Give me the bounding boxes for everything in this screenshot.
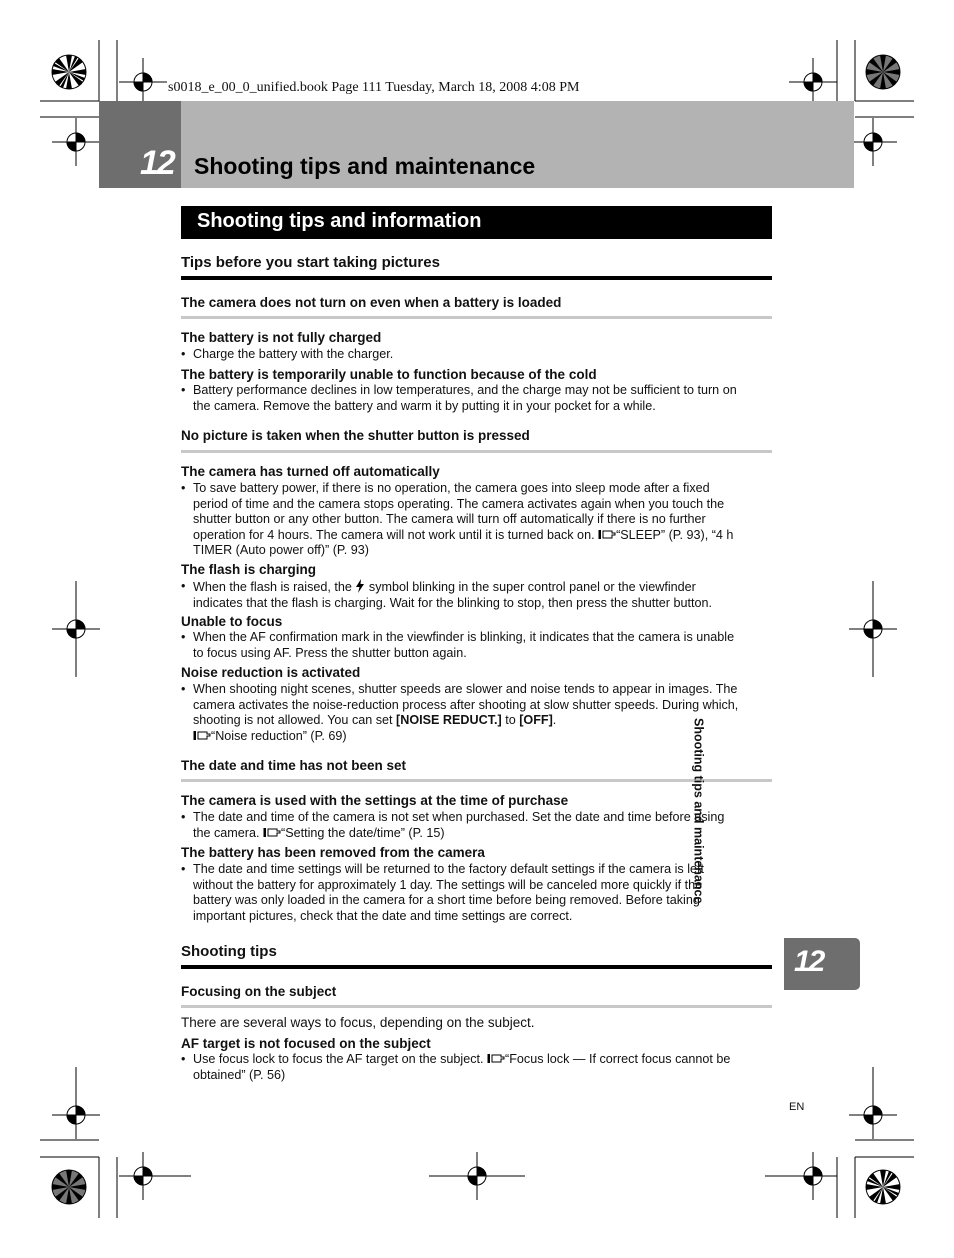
menu-setting: [NOISE REDUCT.] <box>396 713 502 728</box>
intro-text: There are several ways to focus, depending on the subject. <box>181 1015 535 1030</box>
cause-title: The battery has been removed from the camera <box>181 845 485 860</box>
bullet-line: “Noise reduction” (P. 69) <box>211 728 347 743</box>
bullet-line: indicates that the flash is charging. Wait for the blinking to stop, then press the shutter button. <box>193 595 712 610</box>
bullet-line: the camera. Remove the battery and warm it by putting it in your pocket for a while. <box>193 398 656 413</box>
cause-title: The flash is charging <box>181 562 317 577</box>
bullet-line: without the battery for approximately 1 day. The settings will be canceled more quickly if the <box>193 877 703 892</box>
bullet-line: operation for 4 hours. The camera will not work until it is turned back on. <box>193 527 595 542</box>
bullet-line: Battery performance declines in low temperatures, and the charge may not be sufficient to turn on <box>193 383 737 397</box>
bullet-item <box>181 630 771 661</box>
bullet-line: period of time and the camera stops operating. The camera activates again when you touch the <box>193 496 725 511</box>
bullet-line: shutter button or any other button. The camera will turn off automatically if there is no further <box>193 512 706 527</box>
bullet-line: To save battery power, if there is no operation, the camera goes into sleep mode after a fixed <box>193 481 710 495</box>
topic-rule <box>181 450 772 453</box>
bullet-mark: • <box>181 383 186 397</box>
bullet-line: “SLEEP” (P. 93), “4 h <box>616 527 734 542</box>
reference-icon <box>193 730 211 741</box>
bullet-mark: • <box>181 347 186 361</box>
bullet-text: Charge the battery with the charger. <box>193 347 394 361</box>
bullet-item <box>181 347 771 363</box>
menu-value: [OFF] <box>519 713 553 728</box>
cause-title: The battery is temporarily unable to function because of the cold <box>181 367 597 382</box>
topic-rule <box>181 779 772 782</box>
subsection-title: Tips before you start taking pictures <box>181 254 440 271</box>
bullet-line: to focus using AF. Press the shutter button again. <box>193 645 467 660</box>
reference-icon <box>263 827 281 838</box>
bullet-line: “Setting the date/time” (P. 15) <box>281 825 445 840</box>
bullet-mark: • <box>181 481 186 495</box>
topic-title: No picture is taken when the shutter button is pressed <box>181 428 530 443</box>
bullet-line: The date and time of the camera is not set when purchased. Set the date and time before using <box>193 810 725 824</box>
cause-title: The battery is not fully charged <box>181 330 382 345</box>
bullet-line: to <box>505 713 516 728</box>
bullet-line: the camera. <box>193 825 260 840</box>
bullet-item <box>181 579 771 611</box>
bullet-line: When the flash is raised, the <box>193 580 352 594</box>
bullet-item <box>181 810 771 841</box>
bullet-mark: • <box>181 579 186 593</box>
bullet-mark: • <box>181 1052 186 1066</box>
bullet-line: symbol blinking in the super control panel or the viewfinder <box>368 580 696 594</box>
bullet-line: camera activates the noise-reduction process after shooting at slow shutter speeds. During which, <box>193 697 739 712</box>
subsection-rule <box>181 276 772 280</box>
bullet-item <box>181 481 771 559</box>
subsection-rule <box>181 965 772 969</box>
side-label: Shooting tips and maintenance <box>691 718 706 904</box>
cause-title: The camera is used with the settings at the time of purchase <box>181 793 569 808</box>
topic-rule <box>181 316 772 319</box>
bullet-line: When shooting night scenes, shutter speeds are slower and noise tends to appear in images. The <box>193 682 738 696</box>
topic-title: The date and time has not been set <box>181 758 407 773</box>
topic-title: Focusing on the subject <box>181 984 337 999</box>
bullet-mark: • <box>181 630 186 644</box>
cause-title: Unable to focus <box>181 614 283 629</box>
cause-title: Noise reduction is activated <box>181 665 361 680</box>
bullet-line: The date and time settings will be returned to the factory default settings if the camera is left <box>193 862 705 876</box>
reference-icon <box>487 1053 505 1064</box>
chapter-title: Shooting tips and maintenance <box>194 153 536 179</box>
language-label: EN <box>789 1101 805 1113</box>
bullet-item <box>181 1052 771 1083</box>
topic-rule <box>181 1005 772 1008</box>
topic-title: The camera does not turn on even when a battery is loaded <box>181 295 562 310</box>
bullet-mark: • <box>181 810 186 824</box>
bullet-line: TIMER (Auto power off)” (P. 93) <box>193 543 369 558</box>
bullet-line: “Focus lock — If correct focus cannot be <box>505 1052 731 1066</box>
bullet-line: obtained” (P. 56) <box>193 1067 286 1082</box>
bullet-line: shooting is not allowed. You can set <box>193 713 393 728</box>
print-info: s0018_e_00_0_unified.book Page 111 Tuesday, March 18, 2008 4:08 PM <box>168 80 580 95</box>
bullet-line: battery was only loaded in the camera for a short time before being removed. Before taking <box>193 893 700 908</box>
cause-title: AF target is not focused on the subject <box>181 1036 431 1051</box>
flash-icon <box>355 579 365 593</box>
bullet-mark: • <box>181 862 186 876</box>
chapter-number: 12 <box>140 144 174 182</box>
subsection-title: Shooting tips <box>181 943 277 960</box>
bullet-line: . <box>552 713 557 728</box>
side-tab-number: 12 <box>794 945 824 978</box>
bullet-line: Use focus lock to focus the AF target on the subject. <box>193 1052 484 1066</box>
bullet-item <box>181 862 771 924</box>
bullet-line: important pictures, check that the date and time settings are correct. <box>193 908 573 923</box>
bullet-item <box>181 383 771 414</box>
bullet-mark: • <box>181 682 186 696</box>
cause-title: The camera has turned off automatically <box>181 464 440 479</box>
section-title: Shooting tips and information <box>197 210 482 232</box>
reference-icon <box>598 529 616 540</box>
bullet-item <box>181 682 771 744</box>
bullet-line: When the AF confirmation mark in the viewfinder is blinking, it indicates that the camera is unable <box>193 630 735 644</box>
